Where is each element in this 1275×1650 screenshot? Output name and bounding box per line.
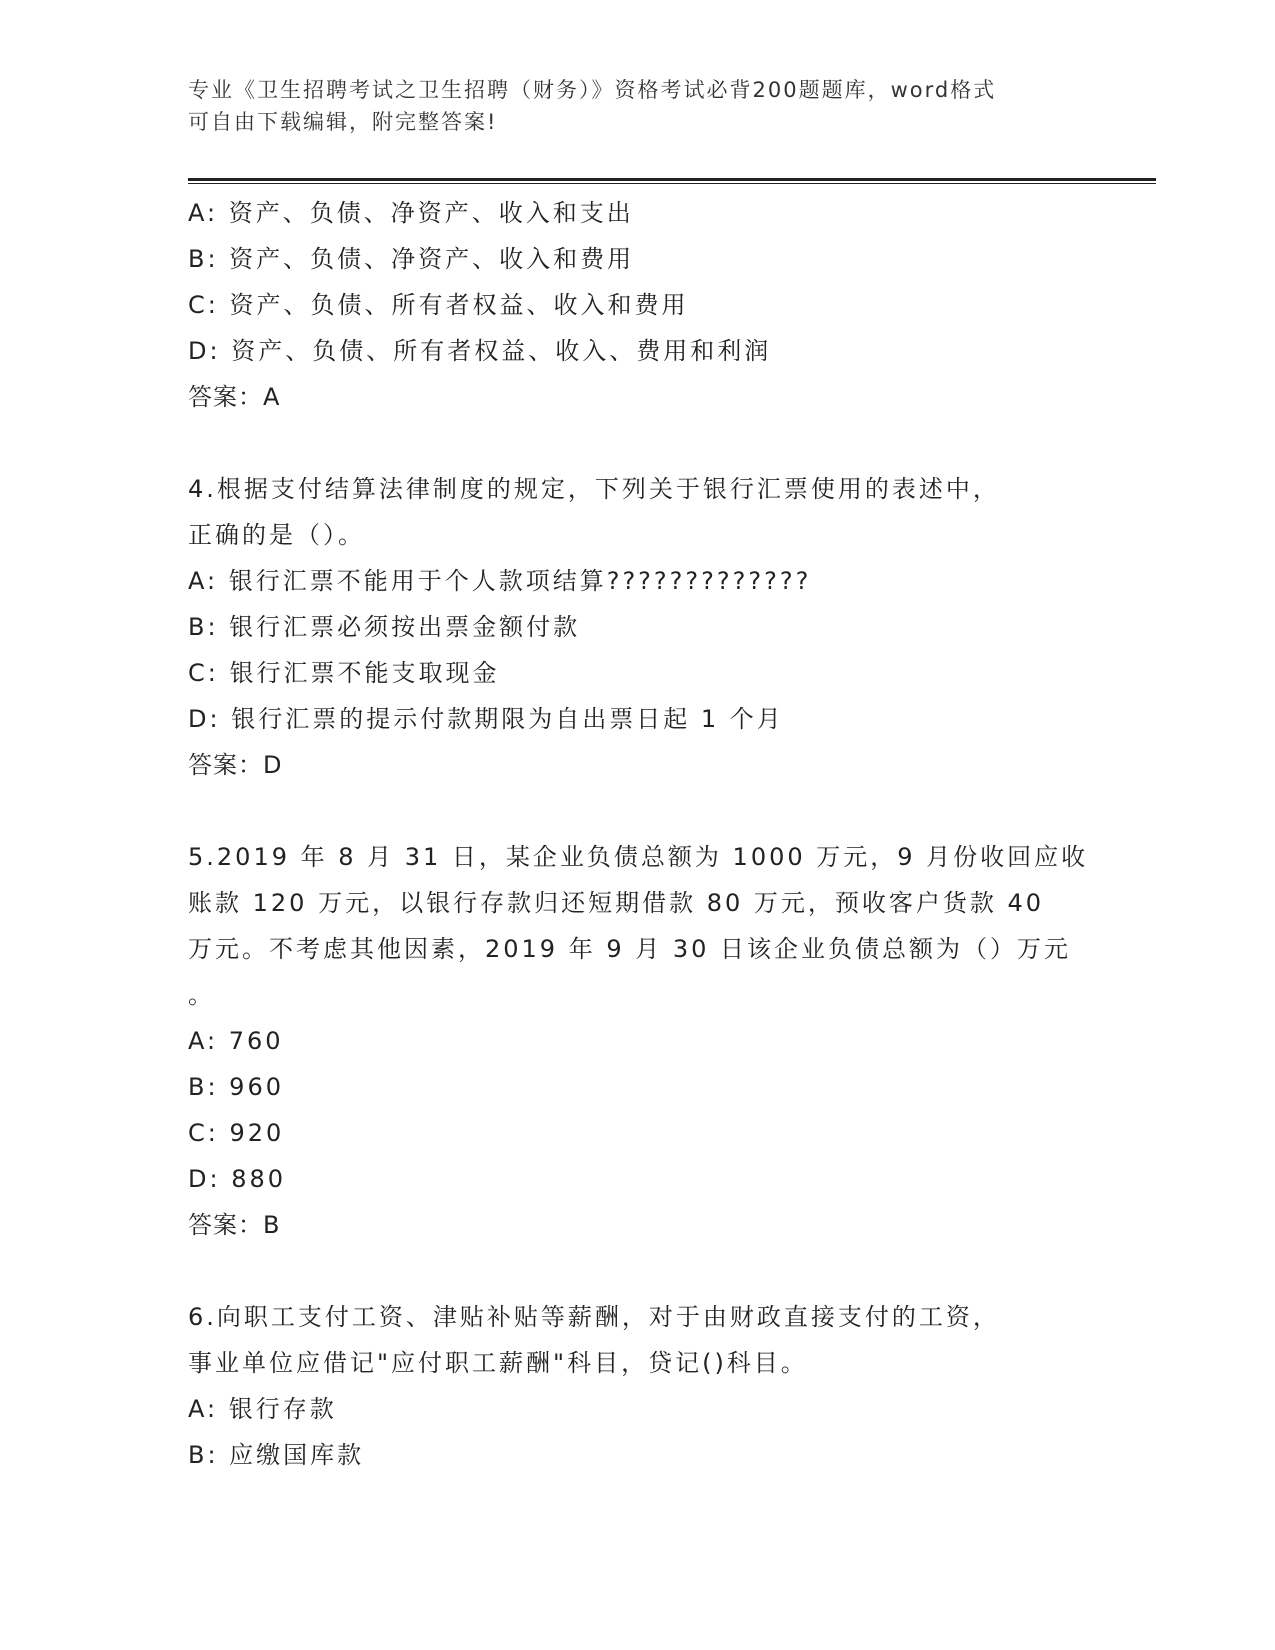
spacer (188, 1248, 1088, 1294)
option-d: D: 银行汇票的提示付款期限为自出票日起 1 个月 (188, 705, 784, 733)
question-text-line: 正确的是（）。 (188, 521, 365, 549)
question-text-line: 事业单位应借记"应付职工薪酬"科目，贷记()科目。 (188, 1349, 808, 1377)
option-d: D: 资产、负债、所有者权益、收入、费用和利润 (188, 337, 772, 365)
option-b: B: 应缴国库款 (188, 1441, 365, 1469)
option-b: B: 资产、负债、净资产、收入和费用 (188, 245, 635, 273)
question-6-block (188, 1294, 1088, 1478)
option-b: B: 银行汇票必须按出票金额付款 (188, 613, 581, 641)
header-divider-thick (188, 178, 1156, 181)
answer-label: 答案：D (188, 751, 283, 779)
spacer (188, 788, 1088, 834)
spacer (188, 420, 1088, 466)
option-d: D: 880 (188, 1165, 287, 1193)
option-a: A: 银行存款 (188, 1395, 337, 1423)
question-text-line: 账款 120 万元，以银行存款归还短期借款 80 万元，预收客户货款 40 (188, 889, 1045, 917)
question-4-block (188, 466, 1088, 788)
option-c: C: 资产、负债、所有者权益、收入和费用 (188, 291, 689, 319)
document-header (188, 74, 1088, 138)
answer-label: 答案：B (188, 1211, 281, 1239)
document-body (188, 190, 1088, 1478)
option-a: A: 760 (188, 1027, 284, 1055)
option-c: C: 银行汇票不能支取现金 (188, 659, 500, 687)
question-text-line: 6.向职工支付工资、津贴补贴等薪酬，对于由财政直接支付的工资， (188, 1303, 1000, 1331)
header-title-line-1: 专业《卫生招聘考试之卫生招聘（财务）》资格考试必背200题题库，word格式 (188, 78, 997, 102)
header-title-line-2: 可自由下载编辑，附完整答案! (188, 110, 498, 134)
question-text-line: 。 (188, 981, 215, 1009)
question-text-line: 4.根据支付结算法律制度的规定，下列关于银行汇票使用的表述中， (188, 475, 1000, 503)
question-3-block (188, 190, 1088, 420)
question-text-line: 万元。不考虑其他因素，2019 年 9 月 30 日该企业负债总额为（）万元 (188, 935, 1072, 963)
option-c: C: 920 (188, 1119, 285, 1147)
option-b: B: 960 (188, 1073, 284, 1101)
option-a: A: 银行汇票不能用于个人款项结算????????????? (188, 567, 812, 595)
question-text-line: 5.2019 年 8 月 31 日，某企业负债总额为 1000 万元，9 月份收回应收 (188, 843, 1089, 871)
header-divider-thin (188, 183, 1156, 184)
question-5-block (188, 834, 1088, 1248)
option-a: A: 资产、负债、净资产、收入和支出 (188, 199, 634, 227)
answer-label: 答案：A (188, 383, 281, 411)
